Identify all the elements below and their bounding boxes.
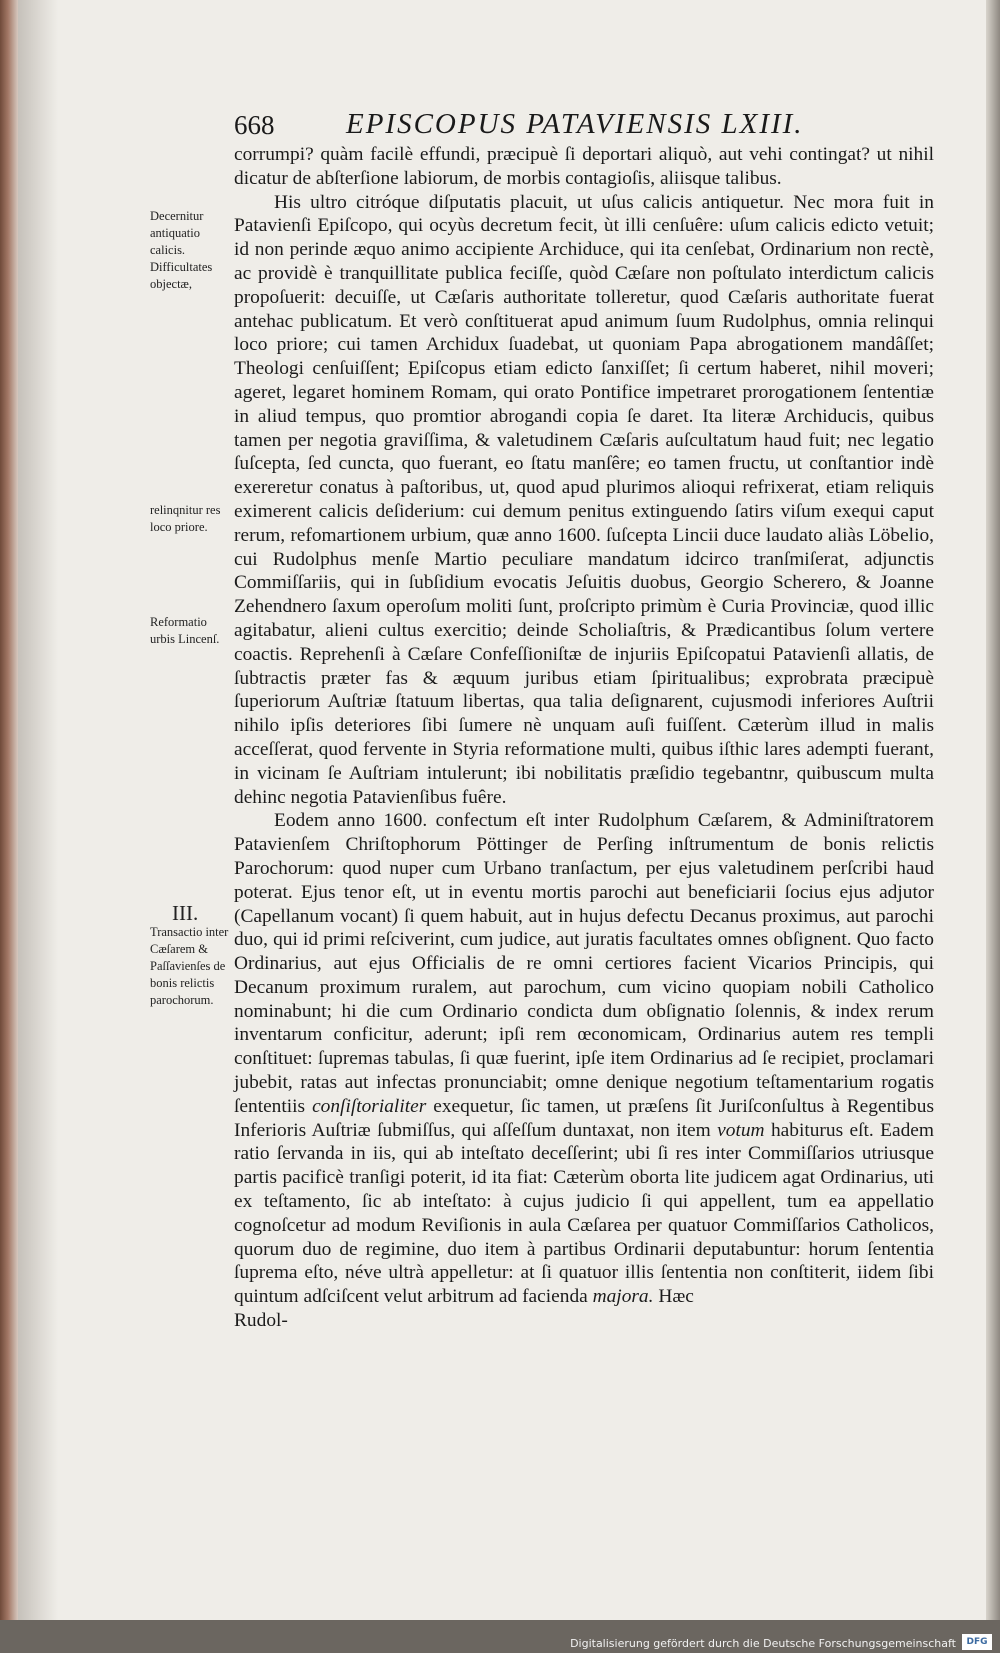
marginal-note-4-text: Transactio inter Cæſarem & Paſſavienſes de bonis relictis parochorum.: [150, 925, 229, 1007]
marginal-note-1: Decernitur antiquatio calicis. Difficultates objectæ,: [150, 209, 213, 291]
gutter-shadow: [18, 0, 58, 1620]
paragraph-3: [234, 809, 934, 1309]
book-spine: [0, 0, 18, 1620]
marginal-note-3: Reformatio urbis Lincenſ.: [150, 615, 220, 646]
page-edge: [986, 0, 1000, 1620]
italic-term-2: votum: [717, 1119, 765, 1141]
marginal-note-2: relinqnitur res loco priore.: [150, 503, 221, 534]
body-text: [234, 143, 934, 1333]
paragraph-2: His ultro citróque diſputatis placuit, ut uſus calicis antiquetur. Nec mora fuit in Patavienſi Epiſcopo, qui ocyùs decretum fecit, ùt illi cenſuêre: uſum calicis edicto vetuit; id non perinde æquo animo accipiente Archiduce, qui ita cenſebat, Ordinarium non rectè, ac providè è tranquillitate publica feciſſe, quòd Cæſare non poſtulato interdictum calicis propoſuerit: decuiſſe, ut Cæſaris authoritate tolleretur, quod Cæſaris authoritate fuerat antehac publicatum. Et verò conſtituerat apud animum ſuum Rudolphus, omnia relinqui loco priore; cui tamen Archidux ſuadebat, ut quoniam Papa abrogationem mandâſſet; Theologi cenſuiſſent; Epiſcopus etiam edicto ſanxiſſet; ſi certum haberet, nihil moveri; ageret, legaret hominem Romam, qui orato Pontifice impetraret prorogationem ſententiæ in aliud tempus, quo promtior abrogandi copia ſe daret. Ita literæ Archiducis, quibus tamen per negotia graviſſima, & valetudinem Cæſaris auſcultatum haud fuit; nec legatio ſuſcepta, ſed cuncta, quo fuerant, eo ſtatu manſêre; eo tamen fructu, ut conſtantior indè exereretur conatus à paſtoribus, ut, quod apud plurimos alioqui refrixerat, etiam reliquis eximerent calicis deſiderium: cui demum penitus extinguendo ſatirs viſum exequi caput rerum, refomartionem urbium, quæ anno 1600. ſuſcepta Lincii duce laudato aliàs Löbelio, cui Rudolphus menſe Martio peculiare mandatum idcirco tranſmiſerat, adjunctis Commiſſariis, qui in ſubſidium evocatis Jeſuitis duobus, Georgio Scherero, & Joanne Zehendnero ſaxum operoſum moliti ſunt, proſcripto primùm è Curia Provinciæ, quod illic agitabatur, alieni cultus exercitio; deinde Scholiaſtris, & Prædicantibus ſolum vertere coactis. Reprehenſi à Cæſare Confeſſioniſtæ de injuriis Epiſcopatui Patavienſi allatis, de ſubtractis præter fas & æquum juribus etiam ſpiritualibus; exprobrata præcipuè ſuperiorum Auſtriæ ſtatuum libertas, qua talia deſignarent, cujusmodi inferiores Auſtrii nihilo ipſis deteriores ſibi ſumere nè unquam auſi fuiſſent. Cæterùm illud in malis acceſſerat, quod fervente in Styria reformatione multi, quibus iſthic lares adempti fuerant, in vicinam ſe Auſtriam intulerunt; ibi nobilitatis præſidio tegebantnr, quibuscum multa dehinc negotia Patavienſibus fuêre.: [234, 191, 934, 808]
catchword: Rudol-: [234, 1310, 288, 1332]
marginal-note-4: [150, 902, 234, 1009]
running-head: EPISCOPUS PATAVIENSIS LXIII.: [346, 108, 804, 140]
dfg-logo: DFG: [962, 1634, 992, 1650]
paragraph-3-text: Eodem anno 1600. confectum eſt inter Rudolphum Cæſarem, & Adminiſtratorem Patavienſem Chriſtophorum Pöttinger de Perſing inſtrumentum de bonis relictis Parochorum: quod nuper cum Urbano tranſactum, per ejus valetudinem perſcribi haud poterat. Ejus tenor eſt, ut in eventu mortis parochi aut beneficiarii ſocius ejus adjutor (Capellanum vocant) ſi quem habuit, aut in hujus defectu Decanus proximus, aut parochi duo, qui id primi reſciverint, cum judice, aut juratis facultates omnes obſignent. Quo facto Ordinarius, aut ejus Officialis de re omni certiores facient Vicarios Principis, qui Decanum proximum ruralem, aut parochum, cum vicino quopiam nobili Catholico nominabunt; hi die cum Ordinario condicta dum obſignatio ſolennis, & index rerum inventarum conficitur, aderunt; ipſi rem œconomicam, Ordinarius autem res templi conſtituet: ſupremas tabulas, ſi quæ fuerint, ipſe item Ordinarius ad ſe recipiet, proclamari jubebit, ratas aut infectas pronunciabit; omne denique negotium teſtamentarium rogatis ſententiis: [234, 810, 934, 1117]
paragraph-1: corrumpi? quàm facilè effundi, præcipuè ſi deportari aliquò, aut vehi contingat? ut nihil dicatur de abſterſione labiorum, de morbis contagioſis, aliisque talibus.: [234, 144, 934, 189]
italic-term-3: majora.: [592, 1286, 654, 1308]
paragraph-3-text-d: Hæc: [658, 1286, 694, 1308]
page-number: 668: [234, 110, 275, 140]
section-number: III.: [172, 901, 199, 925]
footer-credit: Digitalisierung gefördert durch die Deutsche Forschungsgemeinschaft: [570, 1637, 956, 1650]
italic-term: conſiſtorialiter: [312, 1095, 427, 1117]
paragraph-3-text-c: habiturus eſt. Eadem ratio ſervanda in iis, qui ab inteſtato deceſſerint; ubi ſi res inter Commiſſarios utriusque partis pacificè tranſigi poterit, id ita fiat: Cæterùm oborta lite judicem agat Ordinarius, uti ex teſtamento, ſic ab inteſtato: à cujus judicio ſi qui appellent, tum ea appellatio cognoſcetur ad modum Reviſionis in aula Cæſarea per quatuor Commiſſarios Catholicos, quorum duo de regimine, duo item à partibus Ordinarii deputabuntur: horum ſententia ſuprema eſto, néve ultrà appelletur: at ſi quatuor illis ſententia non conſtiterit, iidem ſibi quintum adſciſcent velut arbitrum ad facienda: [234, 1119, 934, 1308]
paragraph-3-text-b: exequetur, ſic tamen, ut præſens ſit Juriſconſultus à Regentibus Inferioris Auſtriæ ſubmiſſus, qui aſſeſſum duntaxat, non item: [234, 1095, 934, 1141]
